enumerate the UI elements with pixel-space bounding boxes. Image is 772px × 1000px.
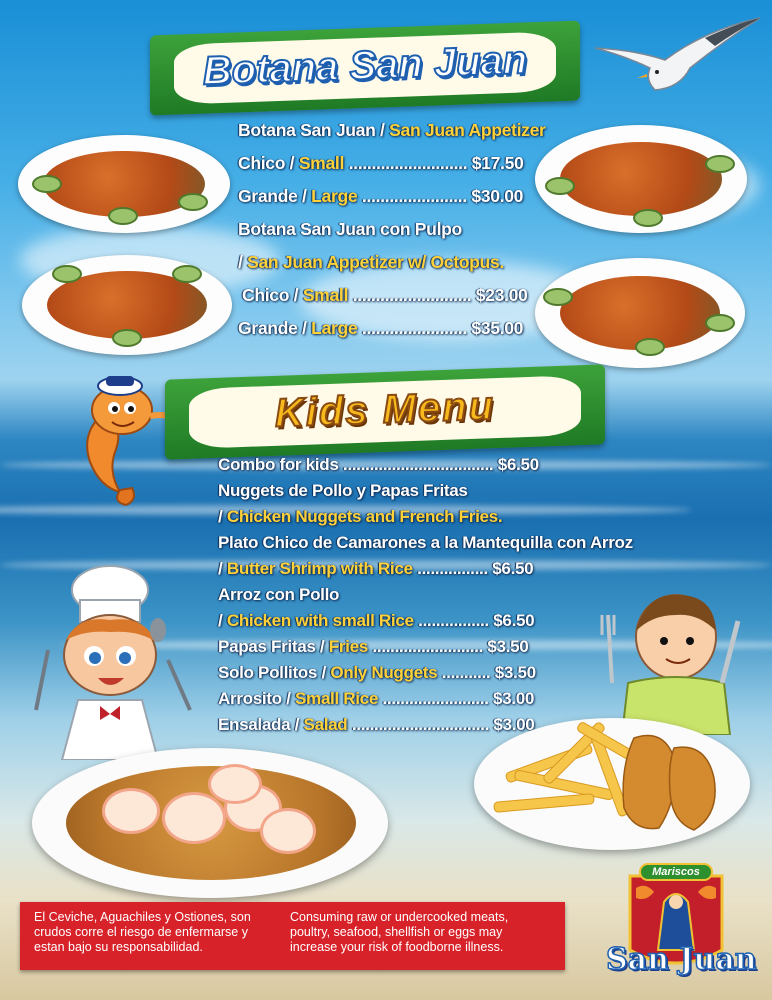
kids-item-price: .................................. $6.50 xyxy=(342,455,539,474)
botana-item-price: .......................... $17.50 xyxy=(344,153,524,173)
disclaimer-spanish: El Ceviche, Aguachiles y Ostiones, son crudos corre el riesgo de enfermarse y estan bajo su responsabilidad. xyxy=(34,910,251,954)
botana-banner xyxy=(150,28,580,108)
kids-item-name: Arrosito / xyxy=(218,689,295,708)
botana-item-name: / xyxy=(238,252,248,272)
kids-item-price: ........... $3.50 xyxy=(437,663,536,682)
disclaimer-english: Consuming raw or undercooked meats, poultry, seafood, shellfish or eggs may increase your risk of foodborne illness. xyxy=(290,910,509,954)
kids-item-name: Plato Chico de Camarones a la Mantequilla con Arroz xyxy=(218,533,633,552)
kids-item xyxy=(218,559,533,579)
kids-item-price: ......................... $3.50 xyxy=(367,637,529,656)
botana-plate xyxy=(535,125,747,233)
botana-item-translation: San Juan Appetizer w/ Octopus. xyxy=(247,252,504,272)
botana-item-price: ....................... $35.00 xyxy=(357,318,524,338)
kids-banner xyxy=(165,372,605,452)
botana-item-name: Grande / xyxy=(238,186,312,206)
botana-item xyxy=(238,186,523,207)
kids-item xyxy=(218,507,502,527)
kids-item-translation: Butter Shrimp with Rice xyxy=(226,559,413,578)
botana-item xyxy=(238,219,462,240)
mariscos-san-juan-logo xyxy=(606,858,757,988)
botana-item-name: Botana San Juan / xyxy=(238,120,390,140)
kids-item-translation: Fries xyxy=(328,637,368,656)
fries-plate xyxy=(474,718,750,850)
boy-with-fork-icon xyxy=(598,585,748,735)
botana-item-price: .......................... $23.00 xyxy=(348,285,528,305)
botana-item xyxy=(242,285,527,306)
chef-boy-icon xyxy=(18,560,198,760)
kids-item-name: Papas Fritas / xyxy=(218,637,329,656)
kids-item-price: ................ $6.50 xyxy=(412,559,534,578)
kids-item xyxy=(218,663,536,683)
kids-item xyxy=(218,689,534,709)
kids-item-price: ............................... $3.00 xyxy=(347,715,535,734)
botana-item xyxy=(238,318,523,339)
logo-top-text: Mariscos xyxy=(652,866,700,878)
kids-item-translation: Small Rice xyxy=(295,689,378,708)
kids-item xyxy=(218,533,633,553)
botana-item-name: Chico / xyxy=(238,153,299,173)
botana-plate xyxy=(22,255,232,355)
botana-item-name: Botana San Juan con Pulpo xyxy=(238,219,462,239)
botana-plate xyxy=(535,258,745,368)
kids-item-translation: Chicken with small Rice xyxy=(226,611,414,630)
kids-item xyxy=(218,481,468,501)
kids-item-name: / xyxy=(218,559,227,578)
kids-item-name: Nuggets de Pollo y Papas Fritas xyxy=(218,481,468,500)
kids-item-translation: Salad xyxy=(303,715,348,734)
disclaimer-box xyxy=(20,902,565,970)
kids-item-name: Arroz con Pollo xyxy=(218,585,340,604)
kids-item-name: Combo for kids xyxy=(218,455,343,474)
rice-plate xyxy=(32,748,388,898)
botana-item xyxy=(238,120,546,141)
kids-title: Kids Menu xyxy=(274,383,496,436)
botana-plate xyxy=(18,135,230,233)
botana-title: Botana San Juan xyxy=(202,38,528,94)
kids-item xyxy=(218,611,534,631)
kids-item xyxy=(218,637,528,657)
botana-item-name: Chico / xyxy=(242,285,303,305)
botana-item-translation: San Juan Appetizer xyxy=(389,120,546,140)
botana-item-translation: Large xyxy=(311,186,358,206)
botana-item xyxy=(238,252,504,273)
botana-item-name: Grande / xyxy=(238,318,312,338)
kids-item-name: Ensalada / xyxy=(218,715,304,734)
kids-item xyxy=(218,585,339,605)
botana-item-translation: Large xyxy=(311,318,358,338)
seagull-icon xyxy=(585,10,765,100)
botana-item-translation: Small xyxy=(298,153,345,173)
kids-item-price: ................ $6.50 xyxy=(413,611,535,630)
kids-item-name: / xyxy=(218,507,227,526)
kids-item-price: ........................ $3.00 xyxy=(378,689,535,708)
kids-item-translation: Only Nuggets xyxy=(330,663,438,682)
kids-item-name: Solo Pollitos / xyxy=(218,663,331,682)
botana-item-price: ....................... $30.00 xyxy=(357,186,524,206)
logo-main-text: San Juan xyxy=(606,942,757,977)
kids-item-translation: Chicken Nuggets and French Fries. xyxy=(226,507,503,526)
botana-item-translation: Small xyxy=(302,285,349,305)
botana-item xyxy=(238,153,523,174)
kids-item xyxy=(218,455,539,475)
kids-item-name: / xyxy=(218,611,227,630)
